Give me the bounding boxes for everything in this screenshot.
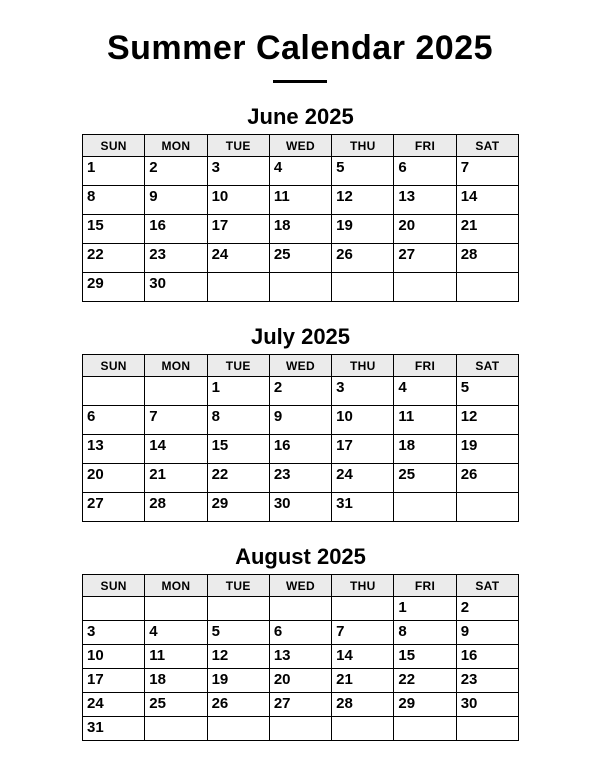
day-number xyxy=(208,597,269,600)
day-number: 6 xyxy=(273,623,283,640)
weekday-header-row xyxy=(83,575,519,597)
day-number: 8 xyxy=(87,188,96,205)
week-row xyxy=(83,406,519,435)
day-cell xyxy=(145,273,207,302)
day-cell xyxy=(456,215,518,244)
day-number: 31 xyxy=(87,719,104,736)
weekday-header: FRI xyxy=(394,135,456,157)
month-july xyxy=(82,324,519,522)
day-number: 28 xyxy=(336,695,353,712)
day-number: 25 xyxy=(398,466,416,483)
day-number: 3 xyxy=(336,379,345,396)
empty-day-cell xyxy=(269,597,331,621)
weekday-header: MON xyxy=(145,575,207,597)
day-number xyxy=(145,717,206,720)
day-cell xyxy=(145,621,207,645)
day-number: 12 xyxy=(211,647,229,664)
day-cell xyxy=(207,186,269,215)
calendar-grid xyxy=(82,574,519,741)
day-cell xyxy=(83,186,145,215)
day-number: 26 xyxy=(460,466,478,483)
day-number: 27 xyxy=(273,695,291,712)
weekday-header: WED xyxy=(269,135,331,157)
empty-day-cell xyxy=(83,377,145,406)
day-cell xyxy=(207,406,269,435)
day-number: 3 xyxy=(87,623,96,640)
day-cell xyxy=(207,645,269,669)
day-cell xyxy=(332,406,394,435)
day-number: 9 xyxy=(273,408,283,425)
page-title: Summer Calendar 2025 xyxy=(106,29,494,67)
day-cell xyxy=(269,464,331,493)
empty-day-cell xyxy=(332,717,394,741)
day-number: 7 xyxy=(336,623,345,640)
day-cell xyxy=(456,157,518,186)
day-number: 30 xyxy=(460,695,478,712)
day-number: 12 xyxy=(460,408,478,425)
day-cell xyxy=(394,669,456,693)
day-number: 8 xyxy=(211,408,220,425)
day-cell xyxy=(394,435,456,464)
week-row xyxy=(83,464,519,493)
day-cell xyxy=(332,186,394,215)
week-row xyxy=(83,717,519,741)
day-number: 20 xyxy=(398,217,416,234)
day-cell xyxy=(207,693,269,717)
week-row xyxy=(83,693,519,717)
day-cell xyxy=(332,244,394,273)
day-number xyxy=(145,597,206,600)
empty-day-cell xyxy=(83,597,145,621)
day-number: 13 xyxy=(398,188,416,205)
day-cell xyxy=(145,645,207,669)
day-number: 12 xyxy=(336,188,353,205)
day-number: 25 xyxy=(149,695,166,712)
day-number: 14 xyxy=(460,188,478,205)
empty-day-cell xyxy=(269,273,331,302)
day-number: 18 xyxy=(149,671,166,688)
empty-day-cell xyxy=(207,717,269,741)
day-number: 4 xyxy=(149,623,158,640)
day-cell xyxy=(145,464,207,493)
empty-day-cell xyxy=(269,717,331,741)
day-cell xyxy=(456,244,518,273)
week-row xyxy=(83,377,519,406)
day-number: 10 xyxy=(87,647,104,664)
day-number: 20 xyxy=(273,671,291,688)
day-number: 21 xyxy=(336,671,353,688)
week-row xyxy=(83,621,519,645)
day-number: 15 xyxy=(211,437,229,454)
day-cell xyxy=(394,597,456,621)
day-number: 18 xyxy=(398,437,416,454)
day-cell xyxy=(269,435,331,464)
day-number: 30 xyxy=(273,495,291,512)
day-cell xyxy=(456,377,518,406)
day-number: 5 xyxy=(211,623,220,640)
day-cell xyxy=(332,645,394,669)
day-cell xyxy=(207,621,269,645)
day-number: 10 xyxy=(211,188,229,205)
day-cell xyxy=(269,215,331,244)
day-number: 22 xyxy=(87,246,104,263)
day-number: 23 xyxy=(149,246,166,263)
day-number xyxy=(270,717,331,720)
day-cell xyxy=(332,215,394,244)
day-cell xyxy=(456,693,518,717)
weekday-header: MON xyxy=(145,135,207,157)
day-number: 29 xyxy=(398,695,416,712)
weekday-header: WED xyxy=(269,355,331,377)
calendar-grid xyxy=(82,354,519,522)
day-number xyxy=(208,273,269,276)
weekday-header: SAT xyxy=(456,355,518,377)
day-number: 19 xyxy=(211,671,229,688)
weekday-header: FRI xyxy=(394,355,456,377)
month-title: August 2025 xyxy=(235,544,366,569)
day-cell xyxy=(332,493,394,522)
weekday-header: SAT xyxy=(456,135,518,157)
day-number: 23 xyxy=(273,466,291,483)
day-cell xyxy=(145,215,207,244)
day-cell xyxy=(145,244,207,273)
day-cell xyxy=(83,493,145,522)
day-number: 15 xyxy=(87,217,104,234)
day-number: 17 xyxy=(87,671,104,688)
day-cell xyxy=(83,464,145,493)
day-cell xyxy=(207,669,269,693)
day-cell xyxy=(83,621,145,645)
weekday-header: SAT xyxy=(456,575,518,597)
day-number: 18 xyxy=(273,217,291,234)
day-number: 9 xyxy=(149,188,158,205)
day-number: 15 xyxy=(398,647,416,664)
day-number: 1 xyxy=(211,379,220,396)
day-number: 2 xyxy=(273,379,283,396)
day-number: 19 xyxy=(460,437,478,454)
day-number xyxy=(394,717,455,720)
day-cell xyxy=(332,464,394,493)
empty-day-cell xyxy=(456,273,518,302)
day-cell xyxy=(269,621,331,645)
day-number xyxy=(270,597,331,600)
day-number: 23 xyxy=(460,671,478,688)
day-number: 1 xyxy=(87,159,96,176)
day-number: 14 xyxy=(149,437,166,454)
week-row xyxy=(83,493,519,522)
day-number: 4 xyxy=(398,379,407,396)
day-cell xyxy=(456,186,518,215)
empty-day-cell xyxy=(145,377,207,406)
day-cell xyxy=(83,645,145,669)
week-row xyxy=(83,273,519,302)
day-cell xyxy=(394,244,456,273)
empty-day-cell xyxy=(332,273,394,302)
week-row xyxy=(83,435,519,464)
day-number: 31 xyxy=(336,495,353,512)
month-title: June 2025 xyxy=(247,104,354,129)
day-number: 29 xyxy=(211,495,229,512)
day-cell xyxy=(83,157,145,186)
day-cell xyxy=(332,435,394,464)
weekday-header: SUN xyxy=(83,575,145,597)
month-august xyxy=(82,544,519,741)
day-cell xyxy=(394,157,456,186)
day-cell xyxy=(332,377,394,406)
day-cell xyxy=(269,493,331,522)
day-cell xyxy=(394,186,456,215)
day-number xyxy=(83,597,144,600)
weekday-header-row xyxy=(83,135,519,157)
day-cell xyxy=(145,493,207,522)
day-number: 16 xyxy=(149,217,166,234)
day-number xyxy=(394,493,455,496)
day-number: 5 xyxy=(336,159,345,176)
day-cell xyxy=(207,435,269,464)
day-number: 13 xyxy=(273,647,291,664)
day-number: 8 xyxy=(398,623,407,640)
day-number: 5 xyxy=(460,379,470,396)
day-number: 2 xyxy=(149,159,158,176)
day-number: 25 xyxy=(273,246,291,263)
day-cell xyxy=(145,669,207,693)
empty-day-cell xyxy=(145,717,207,741)
day-number: 29 xyxy=(87,275,104,292)
day-cell xyxy=(269,645,331,669)
day-cell xyxy=(394,406,456,435)
day-cell xyxy=(83,435,145,464)
day-number xyxy=(270,273,331,276)
day-number: 27 xyxy=(398,246,416,263)
day-number: 24 xyxy=(336,466,353,483)
calendar-grid xyxy=(82,134,519,302)
day-cell xyxy=(145,186,207,215)
day-number: 17 xyxy=(211,217,229,234)
day-number xyxy=(332,273,393,276)
day-cell xyxy=(145,406,207,435)
day-number xyxy=(394,273,455,276)
day-cell xyxy=(394,621,456,645)
empty-day-cell xyxy=(456,493,518,522)
weekday-header: TUE xyxy=(207,135,269,157)
empty-day-cell xyxy=(394,717,456,741)
day-number: 22 xyxy=(398,671,416,688)
day-number: 7 xyxy=(149,408,158,425)
day-number: 22 xyxy=(211,466,229,483)
day-cell xyxy=(456,406,518,435)
day-cell xyxy=(332,693,394,717)
day-cell xyxy=(332,621,394,645)
empty-day-cell xyxy=(394,493,456,522)
day-cell xyxy=(145,693,207,717)
day-cell xyxy=(394,215,456,244)
day-cell xyxy=(269,186,331,215)
day-number: 14 xyxy=(336,647,353,664)
day-number: 28 xyxy=(460,246,478,263)
day-number: 6 xyxy=(398,159,407,176)
calendar-body xyxy=(83,157,519,302)
day-number: 30 xyxy=(149,275,166,292)
empty-day-cell xyxy=(207,273,269,302)
day-cell xyxy=(269,406,331,435)
day-number: 13 xyxy=(87,437,104,454)
month-title: July 2025 xyxy=(250,324,351,349)
day-cell xyxy=(83,215,145,244)
day-number: 9 xyxy=(460,623,470,640)
week-row xyxy=(83,215,519,244)
weekday-header-row xyxy=(83,355,519,377)
weekday-header: WED xyxy=(269,575,331,597)
week-row xyxy=(83,597,519,621)
day-number: 20 xyxy=(87,466,104,483)
day-cell xyxy=(269,669,331,693)
day-cell xyxy=(394,645,456,669)
day-cell xyxy=(83,693,145,717)
day-number: 1 xyxy=(398,599,407,616)
weekday-header: MON xyxy=(145,355,207,377)
calendar-body xyxy=(83,377,519,522)
empty-day-cell xyxy=(394,273,456,302)
day-cell xyxy=(394,464,456,493)
day-cell xyxy=(456,435,518,464)
day-number: 19 xyxy=(336,217,353,234)
week-row xyxy=(83,157,519,186)
day-number xyxy=(457,493,518,496)
weekday-header: SUN xyxy=(83,135,145,157)
day-cell xyxy=(83,244,145,273)
day-number: 16 xyxy=(273,437,291,454)
weekday-header: THU xyxy=(332,575,394,597)
day-number xyxy=(457,273,518,276)
week-row xyxy=(83,186,519,215)
day-cell xyxy=(207,157,269,186)
day-cell xyxy=(207,215,269,244)
day-cell xyxy=(207,377,269,406)
weekday-header: FRI xyxy=(394,575,456,597)
month-june xyxy=(82,104,519,302)
day-cell xyxy=(83,273,145,302)
day-number: 4 xyxy=(273,159,283,176)
day-number: 28 xyxy=(149,495,166,512)
day-number xyxy=(208,717,269,720)
day-number: 17 xyxy=(336,437,353,454)
empty-day-cell xyxy=(145,597,207,621)
day-number: 11 xyxy=(149,647,166,664)
day-cell xyxy=(145,157,207,186)
day-number xyxy=(145,377,206,380)
day-cell xyxy=(269,157,331,186)
day-cell xyxy=(207,244,269,273)
day-number: 11 xyxy=(273,188,290,205)
day-number xyxy=(83,377,144,380)
day-cell xyxy=(394,693,456,717)
day-cell xyxy=(456,464,518,493)
day-cell xyxy=(207,493,269,522)
day-cell xyxy=(394,377,456,406)
week-row xyxy=(83,645,519,669)
day-number: 10 xyxy=(336,408,353,425)
day-cell xyxy=(269,693,331,717)
day-cell xyxy=(83,717,145,741)
day-cell xyxy=(456,597,518,621)
day-number: 27 xyxy=(87,495,104,512)
day-number: 6 xyxy=(87,408,96,425)
day-number: 26 xyxy=(336,246,353,263)
day-cell xyxy=(456,645,518,669)
day-number: 16 xyxy=(460,647,478,664)
empty-day-cell xyxy=(332,597,394,621)
week-row xyxy=(83,669,519,693)
day-cell xyxy=(269,377,331,406)
day-number: 2 xyxy=(460,599,470,616)
day-number: 21 xyxy=(460,217,478,234)
day-number: 7 xyxy=(460,159,470,176)
day-cell xyxy=(207,464,269,493)
day-cell xyxy=(83,406,145,435)
day-cell xyxy=(83,669,145,693)
day-number: 3 xyxy=(211,159,220,176)
calendar-body xyxy=(83,597,519,741)
empty-day-cell xyxy=(456,717,518,741)
day-number xyxy=(332,717,393,720)
day-number: 24 xyxy=(211,246,229,263)
day-cell xyxy=(332,669,394,693)
weekday-header: SUN xyxy=(83,355,145,377)
day-number: 11 xyxy=(398,408,415,425)
day-cell xyxy=(269,244,331,273)
day-cell xyxy=(145,435,207,464)
day-number: 21 xyxy=(149,466,166,483)
day-number xyxy=(457,717,518,720)
week-row xyxy=(83,244,519,273)
weekday-header: TUE xyxy=(207,355,269,377)
day-cell xyxy=(456,621,518,645)
weekday-header: THU xyxy=(332,135,394,157)
day-number: 26 xyxy=(211,695,229,712)
day-cell xyxy=(332,157,394,186)
day-number: 24 xyxy=(87,695,104,712)
day-number xyxy=(332,597,393,600)
weekday-header: THU xyxy=(332,355,394,377)
weekday-header: TUE xyxy=(207,575,269,597)
day-cell xyxy=(456,669,518,693)
title-divider xyxy=(273,80,327,83)
empty-day-cell xyxy=(207,597,269,621)
